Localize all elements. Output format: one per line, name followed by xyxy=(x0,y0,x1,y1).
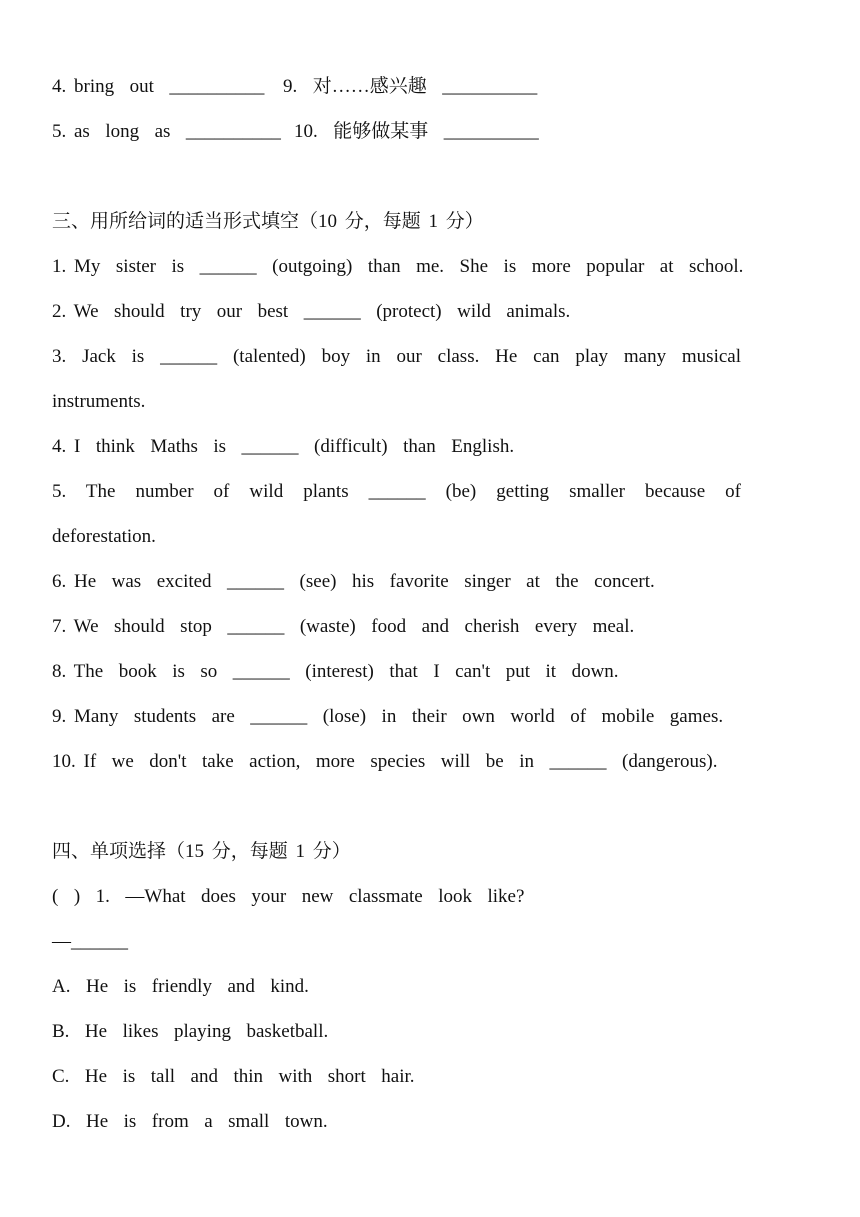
fill-question-6: 6. He was excited ______ (see) his favorite singer at the concert. xyxy=(52,571,655,592)
fill-question-9: 9. Many students are ______ (lose) in their own world of mobile games. xyxy=(52,706,724,727)
option-c: C. He is tall and thin with short hair. xyxy=(52,1066,415,1087)
choice-question-1-stem: ( ) 1. —What does your new classmate look like? xyxy=(52,886,525,907)
vocab-item-9: 9. 对……感兴趣 __________ xyxy=(283,76,538,97)
section-3-heading: 三、用所给词的适当形式填空（10 分，每题 1 分） xyxy=(52,211,484,232)
fill-question-5-line-2: deforestation. xyxy=(52,526,156,547)
vocab-item-5: 5. as long as __________ xyxy=(52,121,281,142)
fill-question-8: 8. The book is so ______ (interest) that I can't put it down. xyxy=(52,661,619,682)
fill-question-4: 4. I think Maths is ______ (difficult) than English. xyxy=(52,436,515,457)
fill-question-7: 7. We should stop ______ (waste) food and cherish every meal. xyxy=(52,616,635,637)
option-a: A. He is friendly and kind. xyxy=(52,976,309,997)
fill-question-5-line-1: 5. The number of wild plants ______ (be) getting smaller because of xyxy=(52,481,741,502)
fill-question-3-line-2: instruments. xyxy=(52,391,146,412)
fill-question-2: 2. We should try our best ______ (protect) wild animals. xyxy=(52,301,571,322)
vocab-item-4: 4. bring out __________ xyxy=(52,76,265,97)
section-4-heading: 四、单项选择（15 分，每题 1 分） xyxy=(52,841,351,862)
option-d: D. He is from a small town. xyxy=(52,1111,328,1132)
fill-question-1: 1. My sister is ______ (outgoing) than me. She is more popular at school. xyxy=(52,256,744,277)
fill-question-3-line-1: 3. Jack is ______ (talented) boy in our class. He can play many musical xyxy=(52,346,741,367)
option-b: B. He likes playing basketball. xyxy=(52,1021,329,1042)
choice-question-1-answer-blank: —______ xyxy=(52,931,128,952)
fill-question-10: 10. If we don't take action, more species will be in ______ (dangerous). xyxy=(52,751,718,772)
vocab-item-10: 10. 能够做某事 __________ xyxy=(294,121,539,142)
